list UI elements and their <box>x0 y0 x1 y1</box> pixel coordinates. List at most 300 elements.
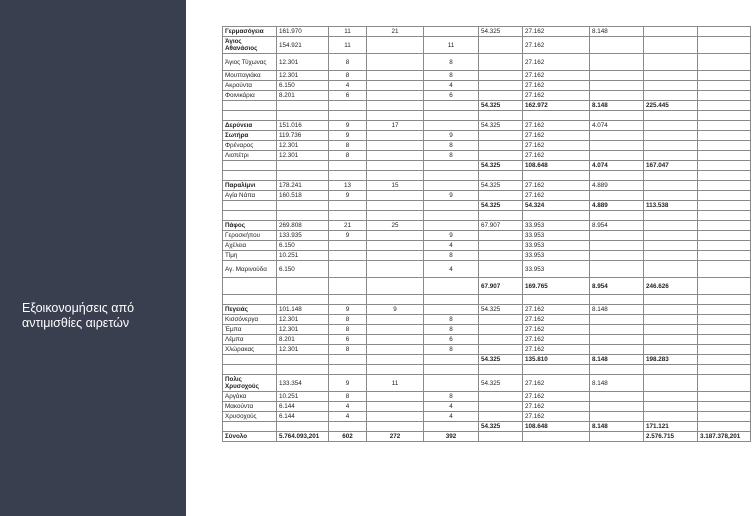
value-cell: 135.810 <box>523 355 590 365</box>
value-cell: 9 <box>329 305 367 315</box>
value-cell <box>698 27 751 37</box>
value-cell <box>698 211 751 221</box>
value-cell: 225.445 <box>644 101 698 111</box>
value-cell: 9 <box>329 231 367 241</box>
table-row <box>223 54 751 71</box>
value-cell: 154.921 <box>277 37 329 54</box>
table-row <box>223 375 751 392</box>
value-cell <box>644 221 698 231</box>
table-row <box>223 37 751 54</box>
row-label-cell: Σωτήρα <box>223 131 277 141</box>
value-cell: 27.162 <box>523 121 590 131</box>
value-cell: 27.162 <box>523 345 590 355</box>
value-cell <box>698 278 751 295</box>
value-cell: 178.241 <box>277 181 329 191</box>
value-cell <box>367 251 424 261</box>
value-cell: 9 <box>424 131 479 141</box>
savings-table <box>222 26 751 442</box>
row-label-cell <box>223 111 277 121</box>
value-cell <box>367 111 424 121</box>
table-row <box>223 151 751 161</box>
table-row <box>223 121 751 131</box>
value-cell <box>329 201 367 211</box>
value-cell <box>424 181 479 191</box>
value-cell <box>367 355 424 365</box>
value-cell: 392 <box>424 432 479 442</box>
value-cell <box>367 325 424 335</box>
value-cell: 12.301 <box>277 54 329 71</box>
value-cell <box>277 355 329 365</box>
value-cell: 27.162 <box>523 325 590 335</box>
table-row <box>223 111 751 121</box>
value-cell <box>424 355 479 365</box>
value-cell <box>367 161 424 171</box>
value-cell: 8 <box>329 71 367 81</box>
value-cell <box>523 171 590 181</box>
value-cell: 27.162 <box>523 54 590 71</box>
value-cell: 11 <box>329 27 367 37</box>
value-cell <box>367 101 424 111</box>
value-cell <box>644 402 698 412</box>
value-cell <box>644 81 698 91</box>
value-cell: 54.325 <box>479 305 523 315</box>
value-cell <box>698 392 751 402</box>
table-row <box>223 261 751 278</box>
row-label-cell: Παραλίμνι <box>223 181 277 191</box>
table-row <box>223 432 751 442</box>
row-label-cell: Πεγειάς <box>223 305 277 315</box>
value-cell <box>698 161 751 171</box>
value-cell: 8 <box>424 251 479 261</box>
value-cell <box>479 261 523 278</box>
value-cell: 113.538 <box>644 201 698 211</box>
value-cell: 9 <box>329 191 367 201</box>
value-cell: 4 <box>424 81 479 91</box>
value-cell <box>698 221 751 231</box>
value-cell <box>644 27 698 37</box>
value-cell: 8 <box>424 325 479 335</box>
value-cell <box>644 131 698 141</box>
value-cell: 27.162 <box>523 141 590 151</box>
value-cell: 8.954 <box>590 278 644 295</box>
value-cell <box>277 211 329 221</box>
row-label-cell <box>223 201 277 211</box>
value-cell <box>367 81 424 91</box>
value-cell <box>329 101 367 111</box>
value-cell <box>479 335 523 345</box>
value-cell <box>698 37 751 54</box>
value-cell: 8.201 <box>277 91 329 101</box>
value-cell <box>523 211 590 221</box>
value-cell <box>590 345 644 355</box>
value-cell: 6.150 <box>277 241 329 251</box>
value-cell: 8.148 <box>590 101 644 111</box>
value-cell <box>479 392 523 402</box>
value-cell: 11 <box>329 37 367 54</box>
value-cell: 4.889 <box>590 181 644 191</box>
value-cell <box>698 91 751 101</box>
value-cell <box>424 161 479 171</box>
value-cell: 246.626 <box>644 278 698 295</box>
value-cell <box>479 412 523 422</box>
value-cell <box>590 131 644 141</box>
row-label-cell: Αγ. Μαρινούδα <box>223 261 277 278</box>
value-cell <box>590 412 644 422</box>
value-cell <box>367 295 424 305</box>
value-cell: 108.648 <box>523 422 590 432</box>
value-cell: 11 <box>367 375 424 392</box>
value-cell <box>644 261 698 278</box>
value-cell: 151.016 <box>277 121 329 131</box>
value-cell: 272 <box>367 432 424 442</box>
table-row <box>223 251 751 261</box>
value-cell <box>367 131 424 141</box>
table-row <box>223 412 751 422</box>
row-label-cell: Λέμπα <box>223 335 277 345</box>
value-cell <box>479 37 523 54</box>
row-label-cell <box>223 211 277 221</box>
value-cell <box>590 191 644 201</box>
value-cell <box>590 231 644 241</box>
row-label-cell <box>223 355 277 365</box>
row-label-cell: Τίμη <box>223 251 277 261</box>
table-row <box>223 161 751 171</box>
value-cell <box>644 335 698 345</box>
value-cell <box>644 141 698 151</box>
value-cell <box>590 211 644 221</box>
value-cell: 12.301 <box>277 141 329 151</box>
value-cell: 12.301 <box>277 71 329 81</box>
table-row <box>223 295 751 305</box>
value-cell: 3.187.378,201 <box>698 432 751 442</box>
table-row <box>223 101 751 111</box>
value-cell: 27.162 <box>523 37 590 54</box>
value-cell <box>644 231 698 241</box>
value-cell: 4 <box>329 402 367 412</box>
value-cell: 27.162 <box>523 375 590 392</box>
row-label-cell: Άγιος Τύχωνας <box>223 54 277 71</box>
value-cell <box>644 181 698 191</box>
value-cell: 119.736 <box>277 131 329 141</box>
row-label-cell: Χρυσοχούς <box>223 412 277 422</box>
table-row <box>223 335 751 345</box>
value-cell <box>329 278 367 295</box>
table-row <box>223 91 751 101</box>
value-cell <box>590 392 644 402</box>
value-cell <box>590 241 644 251</box>
value-cell: 54.325 <box>479 422 523 432</box>
value-cell: 8 <box>424 71 479 81</box>
value-cell <box>479 432 523 442</box>
value-cell: 17 <box>367 121 424 131</box>
value-cell <box>329 295 367 305</box>
value-cell: 133.354 <box>277 375 329 392</box>
value-cell <box>479 141 523 151</box>
value-cell: 5.764.093,201 <box>277 432 329 442</box>
value-cell <box>424 211 479 221</box>
table-row <box>223 305 751 315</box>
row-label-cell <box>223 161 277 171</box>
value-cell <box>698 305 751 315</box>
value-cell: 4.074 <box>590 121 644 131</box>
slide-title: Εξοικονομήσεις από αντιμισθίες αιρετών <box>22 301 135 330</box>
value-cell <box>277 295 329 305</box>
row-label-cell: Χλώρακας <box>223 345 277 355</box>
value-cell <box>644 54 698 71</box>
value-cell <box>644 121 698 131</box>
value-cell <box>479 402 523 412</box>
table-row <box>223 181 751 191</box>
row-label-cell: Λιοπέτρι <box>223 151 277 161</box>
value-cell: 8 <box>424 151 479 161</box>
value-cell <box>590 251 644 261</box>
value-cell: 8 <box>329 141 367 151</box>
value-cell <box>590 91 644 101</box>
value-cell <box>698 355 751 365</box>
value-cell: 8 <box>329 345 367 355</box>
value-cell: 12.301 <box>277 315 329 325</box>
value-cell <box>329 111 367 121</box>
value-cell: 8 <box>424 315 479 325</box>
value-cell <box>590 295 644 305</box>
value-cell <box>424 201 479 211</box>
value-cell <box>698 365 751 375</box>
value-cell <box>479 81 523 91</box>
value-cell <box>698 241 751 251</box>
value-cell <box>479 71 523 81</box>
value-cell: 27.162 <box>523 81 590 91</box>
value-cell <box>367 278 424 295</box>
value-cell: 162.972 <box>523 101 590 111</box>
value-cell: 27.162 <box>523 335 590 345</box>
value-cell: 602 <box>329 432 367 442</box>
value-cell: 21 <box>329 221 367 231</box>
value-cell: 8 <box>329 392 367 402</box>
table-row <box>223 27 751 37</box>
value-cell: 54.325 <box>479 375 523 392</box>
value-cell: 4 <box>424 412 479 422</box>
value-cell <box>479 91 523 101</box>
value-cell <box>644 171 698 181</box>
value-cell: 12.301 <box>277 151 329 161</box>
value-cell: 27.162 <box>523 412 590 422</box>
value-cell: 67.907 <box>479 278 523 295</box>
value-cell: 169.765 <box>523 278 590 295</box>
value-cell <box>698 345 751 355</box>
value-cell: 54.324 <box>523 201 590 211</box>
value-cell: 198.283 <box>644 355 698 365</box>
row-label-cell: Γερμασόγεια <box>223 27 277 37</box>
value-cell <box>277 278 329 295</box>
value-cell: 8.148 <box>590 375 644 392</box>
value-cell <box>329 261 367 278</box>
value-cell <box>698 81 751 91</box>
value-cell: 133.935 <box>277 231 329 241</box>
value-cell <box>329 355 367 365</box>
value-cell <box>698 171 751 181</box>
value-cell <box>698 54 751 71</box>
value-cell: 4.074 <box>590 161 644 171</box>
table-row <box>223 131 751 141</box>
value-cell <box>644 412 698 422</box>
value-cell <box>644 365 698 375</box>
value-cell <box>479 251 523 261</box>
value-cell <box>644 241 698 251</box>
value-cell: 269.808 <box>277 221 329 231</box>
spreadsheet-image <box>222 26 751 442</box>
value-cell <box>698 191 751 201</box>
table-row <box>223 201 751 211</box>
value-cell <box>367 54 424 71</box>
value-cell <box>367 315 424 325</box>
value-cell: 12.301 <box>277 345 329 355</box>
value-cell: 54.325 <box>479 355 523 365</box>
value-cell: 9 <box>424 191 479 201</box>
value-cell <box>424 305 479 315</box>
table-row <box>223 355 751 365</box>
value-cell <box>698 402 751 412</box>
value-cell <box>329 365 367 375</box>
row-label-cell: Φοινικάρια <box>223 91 277 101</box>
value-cell: 8.148 <box>590 355 644 365</box>
table-row <box>223 325 751 335</box>
value-cell <box>367 261 424 278</box>
value-cell: 4 <box>329 81 367 91</box>
table-row <box>223 422 751 432</box>
value-cell: 167.047 <box>644 161 698 171</box>
value-cell: 101.148 <box>277 305 329 315</box>
value-cell: 4.889 <box>590 201 644 211</box>
value-cell: 160.518 <box>277 191 329 201</box>
value-cell: 15 <box>367 181 424 191</box>
value-cell <box>367 241 424 251</box>
value-cell: 21 <box>367 27 424 37</box>
value-cell <box>698 101 751 111</box>
value-cell: 27.162 <box>523 131 590 141</box>
value-cell <box>479 151 523 161</box>
value-cell <box>277 365 329 375</box>
value-cell <box>479 54 523 71</box>
value-cell: 161.970 <box>277 27 329 37</box>
value-cell <box>590 261 644 278</box>
value-cell <box>698 71 751 81</box>
value-cell <box>644 111 698 121</box>
value-cell <box>424 278 479 295</box>
table-row <box>223 365 751 375</box>
value-cell <box>367 91 424 101</box>
value-cell <box>523 365 590 375</box>
value-cell: 4 <box>424 241 479 251</box>
value-cell: 67.907 <box>479 221 523 231</box>
value-cell <box>479 191 523 201</box>
value-cell <box>479 231 523 241</box>
value-cell <box>590 171 644 181</box>
value-cell <box>698 151 751 161</box>
value-cell <box>590 325 644 335</box>
value-cell: 8.148 <box>590 422 644 432</box>
value-cell <box>367 335 424 345</box>
value-cell <box>367 201 424 211</box>
value-cell <box>479 295 523 305</box>
value-cell <box>367 412 424 422</box>
table-row <box>223 278 751 295</box>
value-cell: 33.953 <box>523 221 590 231</box>
value-cell: 27.162 <box>523 27 590 37</box>
value-cell: 4 <box>424 261 479 278</box>
value-cell <box>698 325 751 335</box>
value-cell: 2.576.715 <box>644 432 698 442</box>
value-cell: 27.162 <box>523 392 590 402</box>
table-row <box>223 241 751 251</box>
value-cell <box>590 71 644 81</box>
row-label-cell: Αχέλεια <box>223 241 277 251</box>
value-cell: 13 <box>329 181 367 191</box>
value-cell <box>590 37 644 54</box>
value-cell <box>424 27 479 37</box>
value-cell <box>698 315 751 325</box>
value-cell <box>329 251 367 261</box>
value-cell <box>698 295 751 305</box>
row-label-cell <box>223 101 277 111</box>
value-cell <box>277 111 329 121</box>
value-cell <box>367 402 424 412</box>
value-cell <box>590 315 644 325</box>
value-cell: 33.953 <box>523 261 590 278</box>
sidebar <box>0 0 186 516</box>
value-cell <box>424 221 479 231</box>
table-row <box>223 221 751 231</box>
value-cell <box>644 71 698 81</box>
value-cell <box>523 295 590 305</box>
value-cell <box>644 91 698 101</box>
table-row <box>223 171 751 181</box>
value-cell: 27.162 <box>523 181 590 191</box>
value-cell: 8 <box>424 345 479 355</box>
value-cell <box>424 295 479 305</box>
value-cell <box>698 131 751 141</box>
value-cell: 12.301 <box>277 325 329 335</box>
row-label-cell <box>223 171 277 181</box>
table-row <box>223 392 751 402</box>
value-cell <box>479 315 523 325</box>
value-cell <box>479 365 523 375</box>
row-label-cell: Γεροσκήπου <box>223 231 277 241</box>
value-cell <box>644 325 698 335</box>
value-cell <box>277 101 329 111</box>
value-cell <box>367 422 424 432</box>
value-cell <box>367 71 424 81</box>
value-cell: 6 <box>424 335 479 345</box>
row-label-cell <box>223 278 277 295</box>
value-cell: 108.648 <box>523 161 590 171</box>
value-cell <box>367 345 424 355</box>
value-cell: 27.162 <box>523 305 590 315</box>
value-cell <box>277 171 329 181</box>
value-cell: 54.325 <box>479 27 523 37</box>
value-cell <box>644 211 698 221</box>
value-cell <box>367 211 424 221</box>
value-cell <box>479 241 523 251</box>
value-cell: 6 <box>424 91 479 101</box>
value-cell: 8 <box>424 141 479 151</box>
value-cell <box>698 261 751 278</box>
value-cell <box>479 131 523 141</box>
value-cell: 27.162 <box>523 91 590 101</box>
value-cell <box>329 422 367 432</box>
value-cell <box>329 171 367 181</box>
value-cell <box>698 412 751 422</box>
value-cell: 33.953 <box>523 251 590 261</box>
